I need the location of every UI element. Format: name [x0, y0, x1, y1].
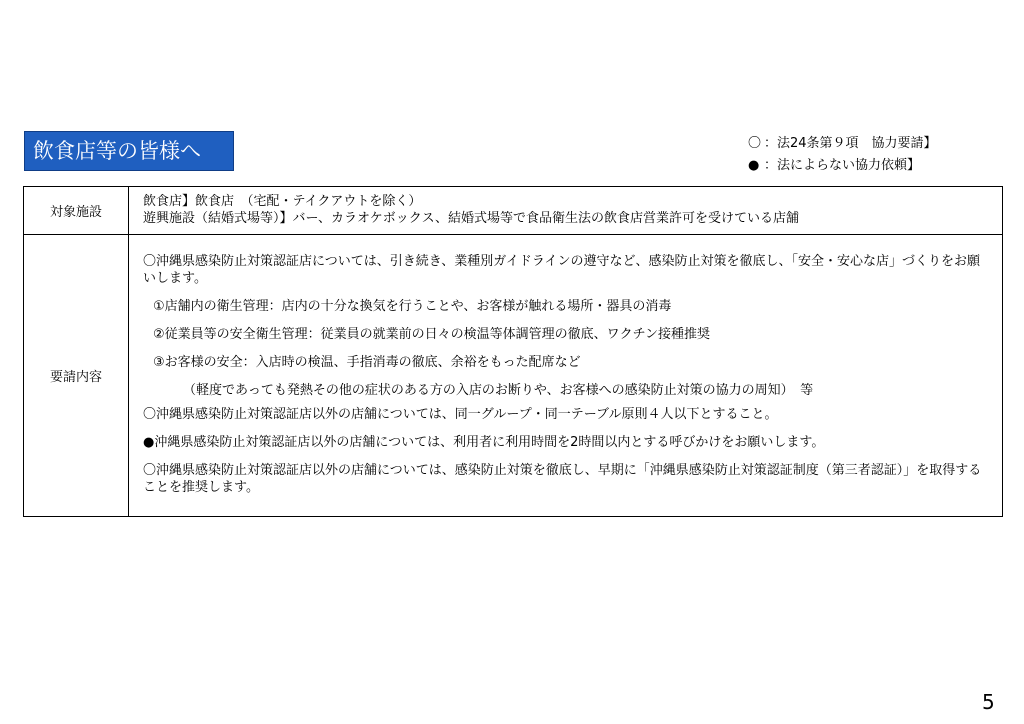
- request-item-staff: ②従業員等の安全衛生管理：従業員の就業前の日々の検温等体調管理の徹底、ワクチン接種推奨: [153, 327, 711, 342]
- page-number: 5: [982, 690, 995, 714]
- request-item-note: （軽度であっても発熱その他の症状のある方の入店のお断りや、お客様への感染防止対策の協力の周知） 等: [183, 383, 814, 398]
- facility-line-entertainment: 遊興施設（結婚式場等）】バー、カラオケボックス、結婚式場等で食品衛生法の飲食店営業許可を受けている店舗: [143, 210, 799, 226]
- row-content-facilities: [129, 187, 1003, 235]
- row-label-facilities: 対象施設: [24, 187, 129, 235]
- request-certified-stores: 〇沖縄県感染防止対策認証店については、引き続き、業種別ガイドラインの遵守など、感染防止対策を徹底し、「安全・安心な店」づくりをお願いします。: [143, 254, 980, 286]
- request-certification: 〇沖縄県感染防止対策認証店以外の店舗については、感染防止対策を徹底し、早期に「沖縄県感染防止対策認証制度（第三者認証）」を取得することを推奨します。: [143, 463, 982, 495]
- page-title: 飲食店等の皆様へ: [24, 131, 234, 171]
- legend-text-cooperation: ：法によらない協力依頼】: [764, 158, 921, 173]
- request-group-limit: 〇沖縄県感染防止対策認証店以外の店舗については、同一グループ・同一テーブル原則４人以下とすること。: [143, 407, 778, 422]
- table-row-requests: [24, 235, 1003, 517]
- request-item-hygiene: ①店舗内の衛生管理：店内の十分な換気を行うことや、お客様が触れる場所・器具の消毒: [153, 299, 672, 314]
- legend-item-cooperation: [748, 155, 937, 177]
- legend-item-request: [748, 133, 937, 155]
- filled-circle-icon: ●: [748, 158, 760, 173]
- legend-text-request: ：法24条第９項 協力要請】: [764, 136, 937, 151]
- row-content-requests: [129, 235, 1003, 517]
- request-item-customers: ③お客様の安全：入店時の検温、手指消毒の徹底、余裕をもった配席など: [153, 355, 581, 370]
- open-circle-icon: 〇: [748, 136, 762, 151]
- facility-line-restaurants: 飲食店】飲食店 （宅配・テイクアウトを除く）: [143, 193, 422, 209]
- requirements-table: [23, 186, 1003, 517]
- legend: [748, 133, 937, 177]
- row-label-requests: 要請内容: [24, 235, 129, 517]
- request-time-limit: ●沖縄県感染防止対策認証店以外の店舗については、利用者に利用時間を2時間以内とする呼びかけをお願いします。: [143, 435, 825, 450]
- table-row-facilities: [24, 187, 1003, 235]
